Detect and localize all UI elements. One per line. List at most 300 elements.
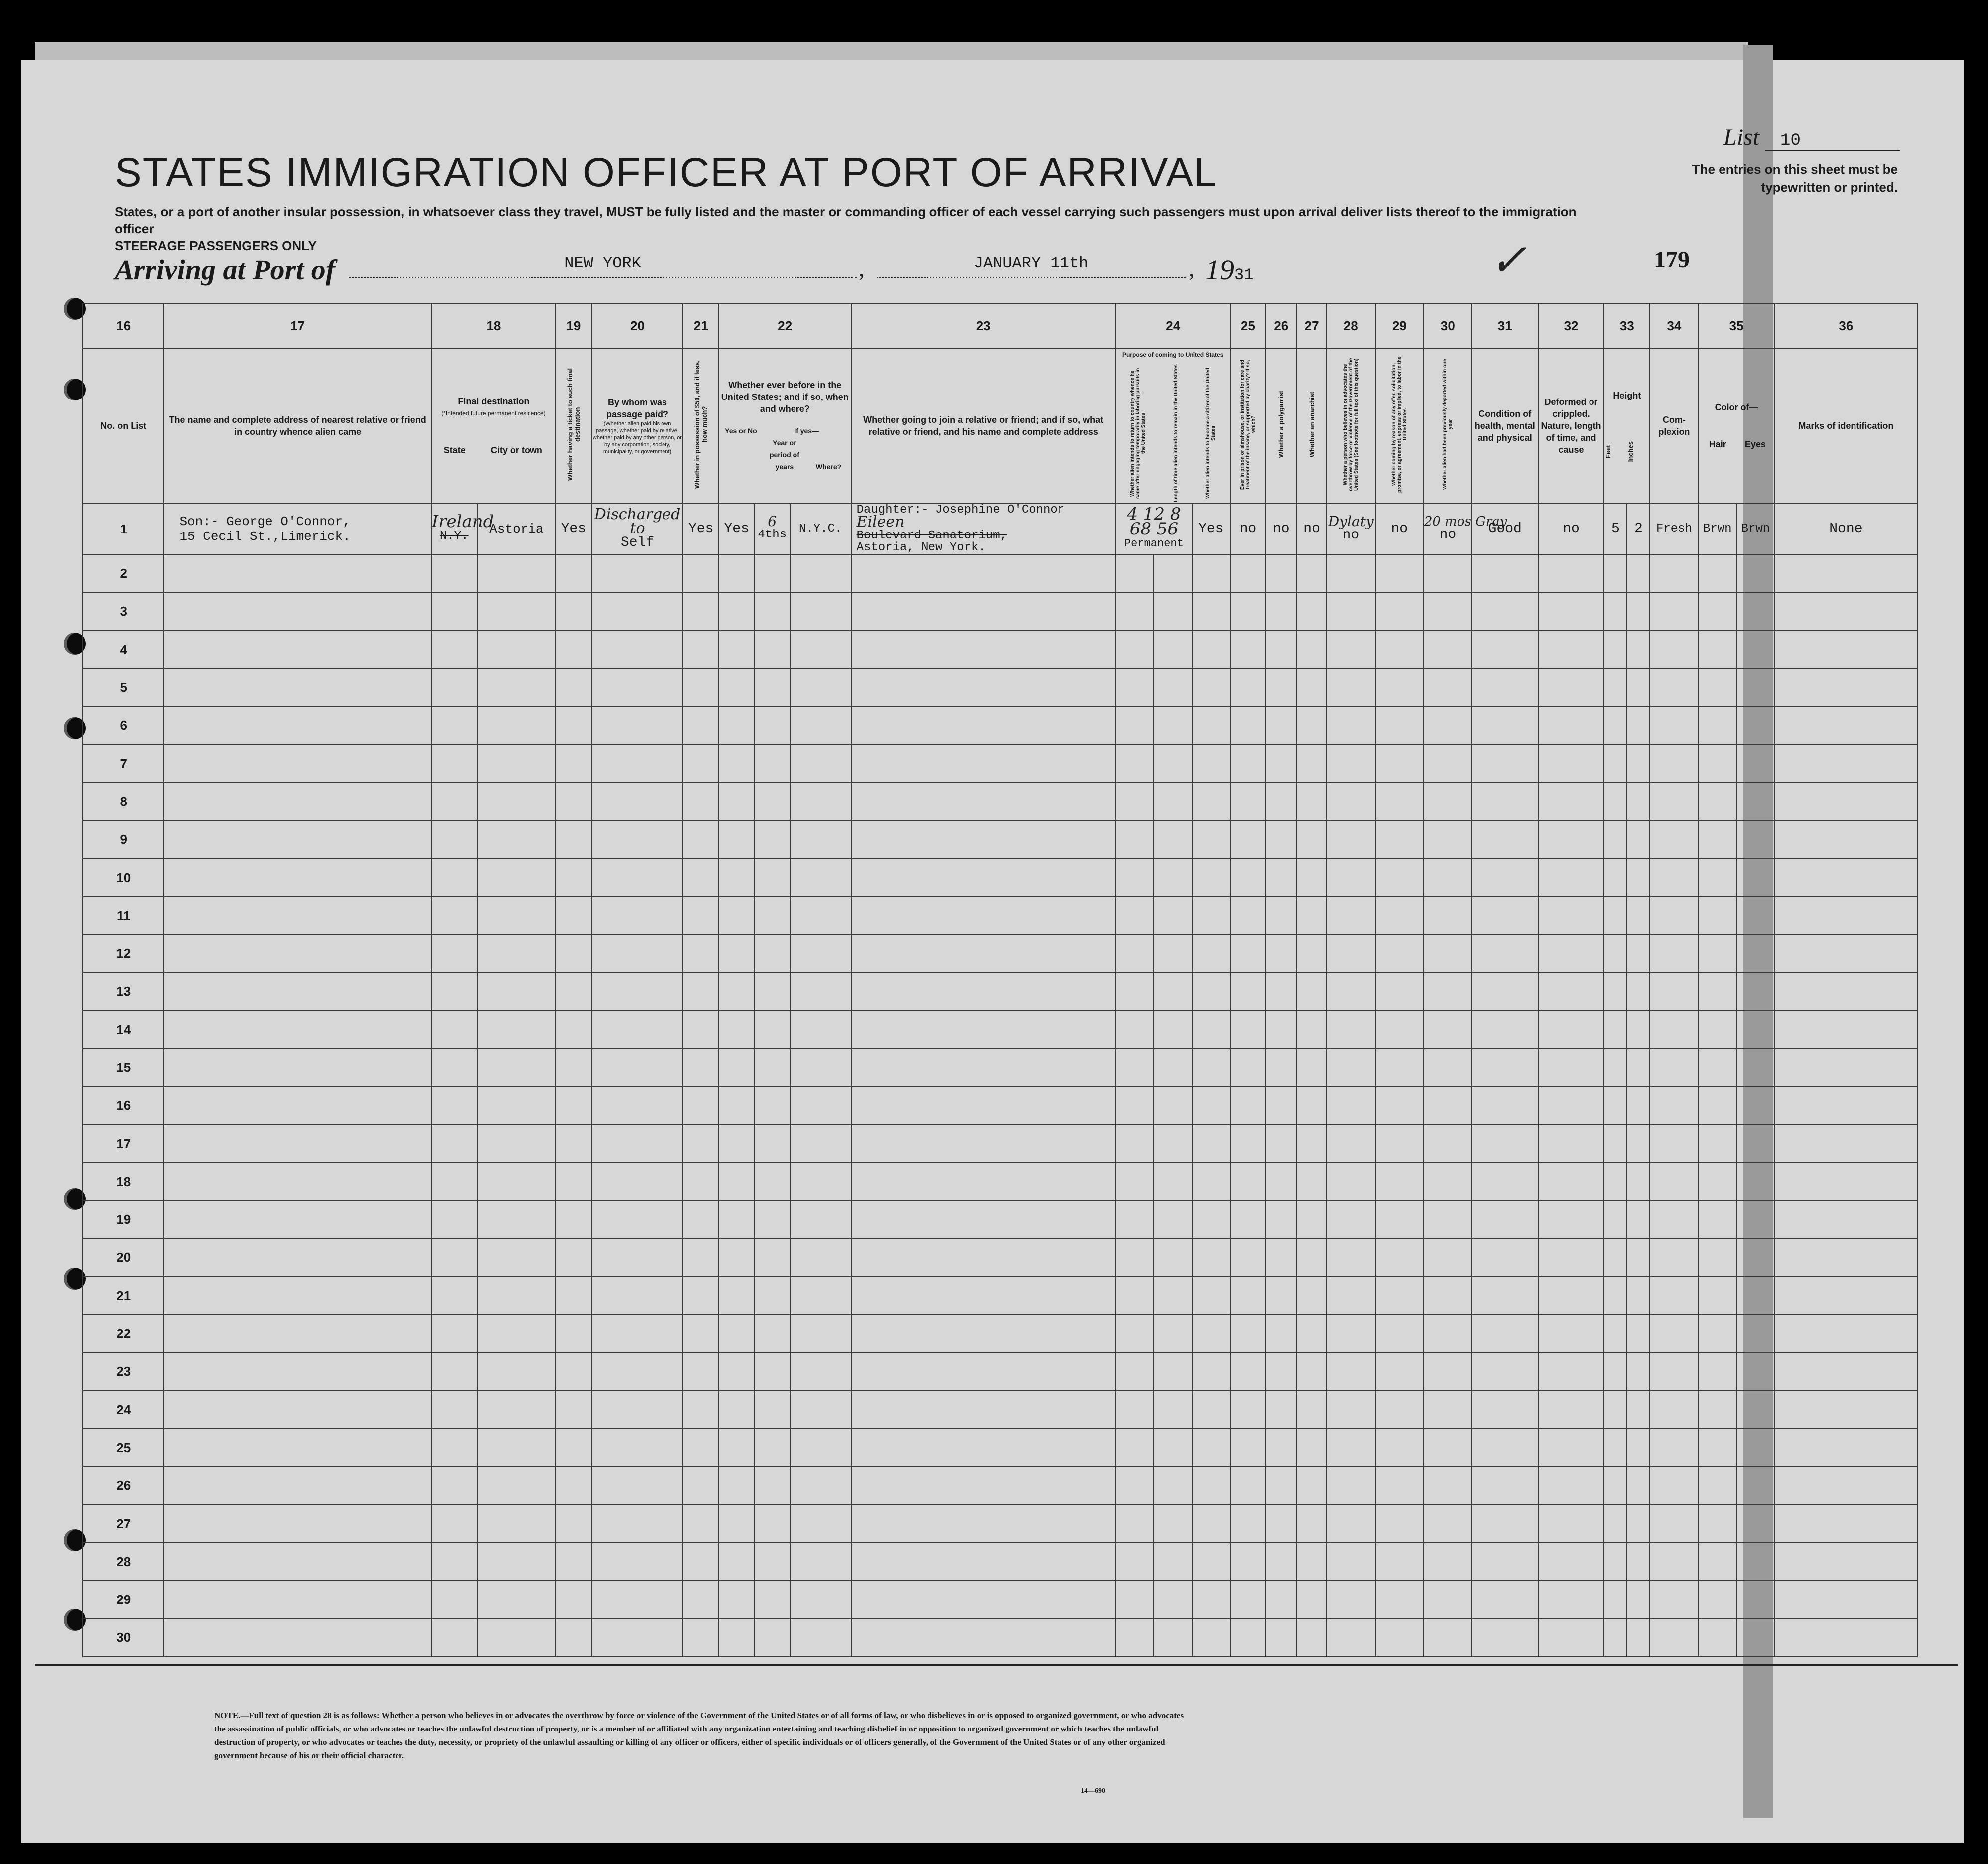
empty-cell <box>1116 783 1154 820</box>
empty-cell <box>1775 1352 1917 1390</box>
empty-cell <box>592 1124 683 1162</box>
empty-cell <box>719 1504 755 1542</box>
empty-cell <box>1296 972 1326 1010</box>
empty-cell <box>1154 592 1192 630</box>
empty-cell <box>1266 631 1296 668</box>
empty-cell <box>1424 706 1472 744</box>
empty-cell <box>851 706 1116 744</box>
purpose-handwritten: 4 12 8 68 56 <box>1127 504 1181 539</box>
empty-cell <box>164 1011 431 1049</box>
empty-cell <box>1296 1391 1326 1429</box>
empty-cell <box>1698 1200 1736 1238</box>
empty-cell <box>754 820 790 858</box>
empty-cell <box>683 1543 719 1581</box>
empty-cell <box>754 1391 790 1429</box>
empty-cell <box>164 631 431 668</box>
header-height <box>1604 348 1650 504</box>
empty-cell <box>1266 783 1296 820</box>
empty-cell <box>1538 1466 1604 1504</box>
empty-cell <box>1154 1163 1192 1200</box>
empty-cell <box>1538 1315 1604 1352</box>
col-number: 31 <box>1472 303 1538 348</box>
empty-cell <box>790 783 851 820</box>
empty-cell <box>1296 1200 1326 1238</box>
empty-cell <box>1266 972 1296 1010</box>
header-where: Where? <box>815 463 842 471</box>
empty-cell <box>1296 1163 1326 1200</box>
empty-cell <box>1192 592 1230 630</box>
empty-cell <box>1266 897 1296 934</box>
separator-comma: , <box>859 256 865 282</box>
empty-cell <box>1627 858 1650 896</box>
empty-cell <box>754 1315 790 1352</box>
empty-cell <box>1650 934 1698 972</box>
empty-cell <box>592 592 683 630</box>
empty-cell <box>1424 1352 1472 1390</box>
empty-cell <box>1472 1049 1538 1086</box>
empty-cell <box>1230 1277 1266 1315</box>
empty-cell <box>790 592 851 630</box>
empty-cell <box>431 1124 477 1162</box>
empty-cell <box>719 1391 755 1429</box>
empty-cell <box>592 1504 683 1542</box>
empty-cell <box>1296 1049 1326 1086</box>
empty-cell <box>790 1466 851 1504</box>
empty-cell <box>1230 1543 1266 1581</box>
empty-cell <box>556 1049 592 1086</box>
empty-cell <box>851 1581 1116 1618</box>
empty-cell <box>556 1124 592 1162</box>
empty-cell <box>1627 1352 1650 1390</box>
header-final-destination-title: Final destination <box>458 397 530 406</box>
empty-cell <box>754 744 790 782</box>
empty-cell <box>431 1352 477 1390</box>
empty-cell <box>1327 820 1375 858</box>
empty-cell <box>1327 706 1375 744</box>
empty-cell <box>1604 1011 1627 1049</box>
empty-cell <box>1327 897 1375 934</box>
sheet-number: 179 <box>1654 247 1690 273</box>
empty-cell <box>683 631 719 668</box>
empty-cell <box>1375 934 1424 972</box>
prison-cell: no <box>1230 504 1266 554</box>
empty-cell <box>1375 1011 1424 1049</box>
row-number: 2 <box>83 554 164 592</box>
empty-cell <box>790 1618 851 1656</box>
empty-cell <box>1424 1238 1472 1276</box>
empty-cell <box>1627 1466 1650 1504</box>
empty-cell <box>1775 1277 1917 1315</box>
empty-cell <box>1116 897 1154 934</box>
empty-cell <box>164 554 431 592</box>
empty-cell <box>719 897 755 934</box>
purpose-cell <box>1116 504 1192 554</box>
empty-cell <box>1650 1581 1698 1618</box>
empty-cell <box>1538 783 1604 820</box>
empty-cell <box>1736 897 1775 934</box>
empty-cell <box>1736 744 1775 782</box>
empty-cell <box>1538 744 1604 782</box>
empty-cell <box>1775 820 1917 858</box>
empty-cell <box>683 1352 719 1390</box>
empty-cell <box>1192 1618 1230 1656</box>
empty-cell <box>1375 706 1424 744</box>
empty-cell <box>1736 1504 1775 1542</box>
empty-cell <box>431 858 477 896</box>
row-number: 10 <box>83 858 164 896</box>
state-cell <box>431 504 494 554</box>
empty-cell <box>683 1504 719 1542</box>
preamble-line-2: STEERAGE PASSENGERS ONLY <box>115 238 317 253</box>
empty-cell <box>1116 1352 1154 1390</box>
empty-cell <box>1604 1049 1627 1086</box>
empty-cell <box>477 1124 556 1162</box>
empty-cell <box>754 668 790 706</box>
empty-cell <box>1650 1238 1698 1276</box>
header-no-on-list: No. on List <box>83 348 164 504</box>
empty-cell <box>1627 1124 1650 1162</box>
empty-cell <box>851 934 1116 972</box>
empty-cell <box>754 1086 790 1124</box>
empty-cell <box>1736 1618 1775 1656</box>
empty-cell <box>431 1238 477 1276</box>
empty-cell <box>1116 1163 1154 1200</box>
empty-cell <box>1375 1429 1424 1466</box>
empty-cell <box>1775 1200 1917 1238</box>
empty-cell <box>754 1618 790 1656</box>
table-row <box>83 1466 1917 1504</box>
empty-cell <box>1604 1543 1627 1581</box>
empty-cell <box>754 631 790 668</box>
empty-cell <box>1192 1352 1230 1390</box>
empty-cell <box>754 1429 790 1466</box>
header-if-yes: If yes— Year or period of years Where? <box>763 425 851 473</box>
row-number: 24 <box>83 1391 164 1429</box>
header-prison: Ever in prison or almshouse, or institution for care and treatment of the insane, or supported by charity? If so, which? <box>1230 348 1266 504</box>
empty-cell <box>1296 592 1326 630</box>
empty-cell <box>1698 592 1736 630</box>
empty-cell <box>790 897 851 934</box>
row-number: 30 <box>83 1618 164 1656</box>
empty-cell <box>431 1466 477 1504</box>
empty-cell <box>1154 783 1192 820</box>
empty-cell <box>1698 1163 1736 1200</box>
header-polygamist: Whether a polygamist <box>1266 348 1296 504</box>
q29-cell: no <box>1375 504 1424 554</box>
empty-cell <box>1327 554 1375 592</box>
empty-cell <box>1698 783 1736 820</box>
empty-cell <box>1736 1238 1775 1276</box>
form-code: 14—690 <box>1081 1787 1105 1795</box>
empty-cell <box>754 1238 790 1276</box>
empty-cell <box>431 1277 477 1315</box>
paid-by-typed: Self <box>620 535 655 550</box>
empty-cell <box>1154 744 1192 782</box>
empty-cell <box>1775 1391 1917 1429</box>
empty-cell <box>477 1391 556 1429</box>
check-mark: ✓ <box>1489 236 1527 285</box>
empty-cell <box>164 897 431 934</box>
empty-cell <box>1424 1277 1472 1315</box>
empty-cell <box>1116 1504 1154 1542</box>
empty-cell <box>1650 592 1698 630</box>
empty-cell <box>1538 972 1604 1010</box>
empty-cell <box>1736 972 1775 1010</box>
empty-cell <box>1627 783 1650 820</box>
empty-cell <box>1650 1086 1698 1124</box>
empty-cell <box>1424 744 1472 782</box>
empty-cell <box>683 934 719 972</box>
empty-cell <box>1230 1315 1266 1352</box>
empty-cell <box>556 783 592 820</box>
empty-cell <box>1266 1049 1296 1086</box>
empty-cell <box>1375 1163 1424 1200</box>
empty-cell <box>1327 1163 1375 1200</box>
empty-cell <box>1375 1543 1424 1581</box>
col-number: 29 <box>1375 303 1424 348</box>
empty-cell <box>1775 1429 1917 1466</box>
table-row <box>83 1315 1917 1352</box>
empty-cell <box>431 1543 477 1581</box>
empty-cell <box>477 1466 556 1504</box>
empty-cell <box>1698 1429 1736 1466</box>
table-row <box>83 1429 1917 1466</box>
col-number: 18 <box>431 303 556 348</box>
empty-cell <box>1192 668 1230 706</box>
empty-cell <box>1266 858 1296 896</box>
empty-cell <box>592 668 683 706</box>
empty-cell <box>592 1581 683 1618</box>
empty-cell <box>1775 1011 1917 1049</box>
empty-cell <box>477 631 556 668</box>
col-number: 23 <box>851 303 1116 348</box>
empty-cell <box>477 1049 556 1086</box>
header-eyes: Eyes <box>1744 439 1766 449</box>
empty-cell <box>592 1163 683 1200</box>
empty-cell <box>1424 1124 1472 1162</box>
empty-cell <box>1266 554 1296 592</box>
empty-cell <box>1266 1200 1296 1238</box>
empty-cell <box>164 1618 431 1656</box>
empty-cell <box>592 783 683 820</box>
empty-cell <box>164 1352 431 1390</box>
empty-cell <box>431 1200 477 1238</box>
empty-cell <box>1192 858 1230 896</box>
empty-cell <box>1538 554 1604 592</box>
empty-cell <box>1375 744 1424 782</box>
empty-cell <box>164 1049 431 1086</box>
empty-cell <box>1650 783 1698 820</box>
empty-cell <box>1538 1618 1604 1656</box>
empty-cell <box>1424 1581 1472 1618</box>
empty-cell <box>1375 820 1424 858</box>
empty-cell <box>1698 1543 1736 1581</box>
empty-cell <box>1424 1049 1472 1086</box>
empty-cell <box>1230 783 1266 820</box>
empty-cell <box>1650 972 1698 1010</box>
empty-cell <box>1327 1238 1375 1276</box>
empty-cell <box>1472 554 1538 592</box>
empty-cell <box>1736 1466 1775 1504</box>
empty-cell <box>1604 1391 1627 1429</box>
empty-cell <box>1698 1049 1736 1086</box>
empty-cell <box>477 1238 556 1276</box>
empty-cell <box>790 1163 851 1200</box>
empty-cell <box>1230 1124 1266 1162</box>
header-q29: Whether coming by reason of any offer, solicitation, promise, or agreement, express or implied, to labor in the United States <box>1375 348 1424 504</box>
empty-cell <box>1736 1011 1775 1049</box>
empty-cell <box>1736 1391 1775 1429</box>
empty-cell <box>1650 1315 1698 1352</box>
header-inches: Inches <box>1627 441 1635 462</box>
empty-cell <box>1192 706 1230 744</box>
row-number: 7 <box>83 744 164 782</box>
empty-cell <box>477 706 556 744</box>
separator-comma: , <box>1189 256 1194 282</box>
col-number: 33 <box>1604 303 1650 348</box>
empty-cell <box>1327 592 1375 630</box>
header-yes-no: Yes or No <box>725 427 757 435</box>
empty-cell <box>477 1086 556 1124</box>
ticket-cell: Yes <box>556 504 592 554</box>
empty-cell <box>1154 897 1192 934</box>
empty-cell <box>754 554 790 592</box>
empty-cell <box>1604 1277 1627 1315</box>
header-deformed: Deformed or crippled. Nature, length of time, and cause <box>1538 348 1604 504</box>
col-number: 19 <box>556 303 592 348</box>
empty-cell <box>851 1124 1116 1162</box>
empty-cell <box>1538 1163 1604 1200</box>
empty-cell <box>1538 631 1604 668</box>
empty-cell <box>1424 820 1472 858</box>
col-number: 36 <box>1775 303 1917 348</box>
column-header-row <box>83 348 1917 504</box>
empty-cell <box>719 554 755 592</box>
empty-cell <box>754 1011 790 1049</box>
empty-cell <box>431 1618 477 1656</box>
empty-cell <box>556 1581 592 1618</box>
empty-cell <box>719 783 755 820</box>
empty-cell <box>851 1352 1116 1390</box>
empty-cell <box>477 1581 556 1618</box>
empty-cell <box>1266 1391 1296 1429</box>
empty-cell <box>592 858 683 896</box>
empty-cell <box>556 1238 592 1276</box>
empty-cell <box>851 1277 1116 1315</box>
empty-cell <box>1296 1429 1326 1466</box>
empty-cell <box>1736 1200 1775 1238</box>
empty-cell <box>851 1466 1116 1504</box>
empty-cell <box>1698 972 1736 1010</box>
empty-cell <box>1736 1277 1775 1315</box>
empty-cell <box>1327 1124 1375 1162</box>
empty-cell <box>431 744 477 782</box>
empty-cell <box>1650 1543 1698 1581</box>
list-value: 10 <box>1765 132 1900 151</box>
empty-cell <box>1296 1238 1326 1276</box>
table-row <box>83 783 1917 820</box>
empty-cell <box>1116 1315 1154 1352</box>
empty-cell <box>1775 1466 1917 1504</box>
empty-cell <box>1296 820 1326 858</box>
empty-cell <box>477 1011 556 1049</box>
header-state: State <box>443 445 466 455</box>
empty-cell <box>790 972 851 1010</box>
col-number: 27 <box>1296 303 1326 348</box>
empty-cell <box>1472 668 1538 706</box>
col-number: 34 <box>1650 303 1698 348</box>
empty-cell <box>754 1163 790 1200</box>
empty-cell <box>1424 554 1472 592</box>
empty-cell <box>1375 1238 1424 1276</box>
empty-cell <box>1424 1011 1472 1049</box>
empty-cell <box>1192 744 1230 782</box>
empty-cell <box>1375 1466 1424 1504</box>
empty-cell <box>1650 858 1698 896</box>
empty-cell <box>431 1011 477 1049</box>
table-row <box>83 1391 1917 1429</box>
header-anarchist: Whether an anarchist <box>1296 348 1326 504</box>
empty-cell <box>1375 1086 1424 1124</box>
empty-cell <box>1627 1581 1650 1618</box>
empty-cell <box>1375 668 1424 706</box>
empty-cell <box>1230 1581 1266 1618</box>
empty-cell <box>592 897 683 934</box>
header-marks: Marks of identification <box>1775 348 1917 504</box>
empty-cell <box>1472 934 1538 972</box>
header-height-title: Height <box>1613 391 1641 401</box>
empty-cell <box>1698 1618 1736 1656</box>
polygamist-cell: no <box>1266 504 1296 554</box>
empty-cell <box>1266 1504 1296 1542</box>
empty-cell <box>754 858 790 896</box>
empty-cell <box>556 1391 592 1429</box>
empty-cell <box>1375 1504 1424 1542</box>
empty-cell <box>1472 1200 1538 1238</box>
empty-cell <box>1650 1429 1698 1466</box>
empty-cell <box>592 1429 683 1466</box>
empty-cell <box>431 1504 477 1542</box>
before-cell: Yes <box>719 504 755 554</box>
empty-cell <box>1538 1238 1604 1276</box>
empty-cell <box>1604 1315 1627 1352</box>
empty-cell <box>790 744 851 782</box>
empty-cell <box>1192 1429 1230 1466</box>
empty-cell <box>1627 1543 1650 1581</box>
empty-cell <box>1775 592 1917 630</box>
empty-cell <box>719 972 755 1010</box>
empty-cell <box>1154 1124 1192 1162</box>
empty-cell <box>431 783 477 820</box>
empty-cell <box>1538 1543 1604 1581</box>
empty-cell <box>851 972 1116 1010</box>
table-row <box>83 1086 1917 1124</box>
empty-cell <box>1538 1086 1604 1124</box>
q28-handwritten: Dylaty <box>1328 513 1374 530</box>
table-row <box>83 504 1917 554</box>
q28-typed: no <box>1342 528 1360 543</box>
empty-cell <box>1230 668 1266 706</box>
row-number: 29 <box>83 1581 164 1618</box>
empty-cell <box>1775 972 1917 1010</box>
empty-cell <box>477 1277 556 1315</box>
empty-cell <box>754 1200 790 1238</box>
empty-cell <box>1736 1049 1775 1086</box>
empty-cell <box>1266 1618 1296 1656</box>
table-row <box>83 858 1917 896</box>
empty-cell <box>851 783 1116 820</box>
table-row <box>83 1618 1917 1656</box>
